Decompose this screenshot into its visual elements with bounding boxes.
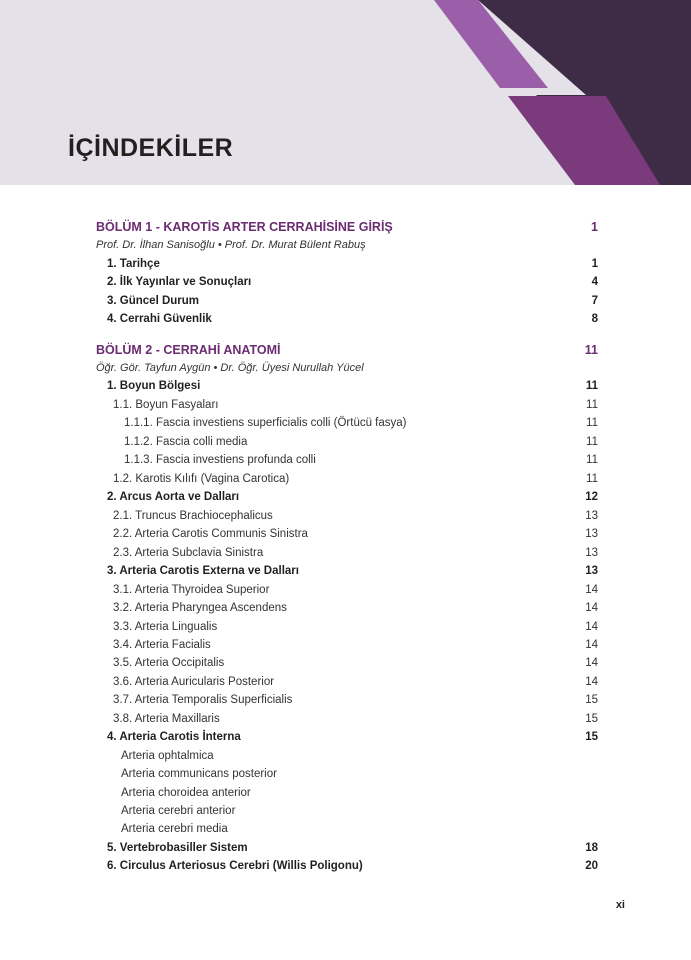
entry-page: 14 [585, 639, 598, 651]
toc-entry[interactable] [0, 581, 691, 599]
toc-entry[interactable] [0, 273, 691, 291]
entry-page: 15 [585, 731, 598, 743]
entry-page: 14 [585, 657, 598, 669]
entry-page: 13 [585, 510, 598, 522]
toc-chapter-2-authors [0, 359, 691, 377]
entry-page: 15 [585, 713, 598, 725]
toc-entry[interactable] [0, 488, 691, 506]
entry-title: 1.2. Karotis Kılıfı (Vagina Carotica) [113, 473, 290, 485]
toc-entry[interactable] [0, 377, 691, 395]
entry-title: 3.3. Arteria Lingualis [113, 621, 218, 633]
toc-entry[interactable] [0, 857, 691, 875]
entry-title: 2.2. Arteria Carotis Communis Sinistra [113, 528, 308, 540]
entry-page: 12 [585, 491, 598, 503]
entry-title: 3.8. Arteria Maxillaris [113, 713, 220, 725]
toc-chapter-1[interactable] [0, 218, 691, 236]
entry-title: 1. Tarihçe [107, 258, 160, 270]
toc-entry[interactable] [0, 654, 691, 672]
entry-title: 3. Arteria Carotis Externa ve Dalları [107, 565, 299, 577]
entry-title: Arteria cerebri media [121, 823, 228, 835]
toc-entry[interactable] [0, 710, 691, 728]
toc-entry[interactable] [0, 636, 691, 654]
toc-entry[interactable] [0, 784, 691, 802]
toc-entry[interactable] [0, 728, 691, 746]
entry-title: 1.1.3. Fascia investiens profunda colli [124, 454, 316, 466]
entry-page: 1 [591, 258, 598, 270]
chapter-title: BÖLÜM 2 - CERRAHİ ANATOMİ [96, 343, 281, 357]
entry-title: Arteria communicans posterior [121, 768, 277, 780]
entry-title: 1.1.1. Fascia investiens superficialis colli (Örtücü fasya) [124, 417, 407, 429]
authors-text: Öğr. Gör. Tayfun Aygün • Dr. Öğr. Üyesi Nurullah Yücel [96, 362, 364, 374]
entry-title: 3.1. Arteria Thyroidea Superior [113, 584, 270, 596]
toc-entry[interactable] [0, 820, 691, 838]
toc-entry[interactable] [0, 470, 691, 488]
chapter-page: 11 [584, 343, 598, 357]
entry-title: 5. Vertebrobasiller Sistem [107, 842, 248, 854]
entry-page: 13 [585, 528, 598, 540]
toc-entry[interactable] [0, 525, 691, 543]
toc-entry[interactable] [0, 433, 691, 451]
toc-entry[interactable] [0, 691, 691, 709]
page-title: İÇİNDEKİLER [68, 134, 234, 162]
entry-page: 15 [585, 694, 598, 706]
entry-title: 4. Cerrahi Güvenlik [107, 313, 212, 325]
toc-entry[interactable] [0, 396, 691, 414]
entry-title: 1. Boyun Bölgesi [107, 380, 201, 392]
entry-title: 2. Arcus Aorta ve Dalları [107, 491, 240, 503]
entry-title: 6. Circulus Arteriosus Cerebri (Willis Poligonu) [107, 860, 363, 872]
toc-entry[interactable] [0, 765, 691, 783]
entry-page: 13 [585, 565, 598, 577]
chapter-page: 1 [591, 220, 598, 234]
toc-entry[interactable] [0, 507, 691, 525]
toc-entry[interactable] [0, 618, 691, 636]
toc-entry[interactable] [0, 802, 691, 820]
entry-page: 11 [585, 380, 598, 392]
toc-entry[interactable] [0, 292, 691, 310]
toc-entry[interactable] [0, 673, 691, 691]
entry-page: 11 [586, 436, 598, 448]
entry-title: 3.4. Arteria Facialis [113, 639, 211, 651]
entry-page: 11 [586, 399, 598, 411]
entry-page: 7 [591, 295, 598, 307]
toc-entry[interactable] [0, 562, 691, 580]
page-header-banner [0, 0, 691, 185]
entry-title: 3.7. Arteria Temporalis Superficialis [113, 694, 293, 706]
toc-entry[interactable] [0, 414, 691, 432]
toc-entry[interactable] [0, 839, 691, 857]
entry-title: Arteria ophtalmica [121, 750, 214, 762]
entry-title: 3.2. Arteria Pharyngea Ascendens [113, 602, 287, 614]
entry-page: 18 [585, 842, 598, 854]
entry-page: 14 [585, 676, 598, 688]
entry-title: 1.1.2. Fascia colli media [124, 436, 248, 448]
entry-title: 3.5. Arteria Occipitalis [113, 657, 225, 669]
toc-entry[interactable] [0, 599, 691, 617]
entry-title: Arteria cerebri anterior [121, 805, 236, 817]
entry-title: 3.6. Arteria Auricularis Posterior [113, 676, 275, 688]
toc-entry[interactable] [0, 310, 691, 328]
entry-page: 20 [585, 860, 598, 872]
entry-page: 14 [585, 621, 598, 633]
entry-page: 11 [586, 417, 598, 429]
toc-chapter-2[interactable] [0, 341, 691, 359]
toc-entry[interactable] [0, 255, 691, 273]
toc-entry[interactable] [0, 544, 691, 562]
entry-title: 2.3. Arteria Subclavia Sinistra [113, 547, 264, 559]
toc-chapter-1-authors [0, 236, 691, 254]
entry-page: 4 [591, 276, 598, 288]
entry-title: 1.1. Boyun Fasyaları [113, 399, 219, 411]
entry-title: Arteria choroidea anterior [121, 787, 251, 799]
entry-title: 4. Arteria Carotis İnterna [107, 731, 241, 743]
entry-title: 3. Güncel Durum [107, 295, 200, 307]
authors-text: Prof. Dr. İlhan Sanisoğlu • Prof. Dr. Murat Bülent Rabuş [96, 239, 366, 251]
entry-page: 14 [585, 584, 598, 596]
entry-title: 2. İlk Yayınlar ve Sonuçları [107, 276, 252, 288]
entry-page: 8 [591, 313, 598, 325]
toc-entry[interactable] [0, 747, 691, 765]
entry-page: 14 [585, 602, 598, 614]
page-number: xi [615, 899, 625, 911]
entry-page: 11 [586, 454, 598, 466]
entry-page: 13 [585, 547, 598, 559]
entry-page: 11 [586, 473, 598, 485]
toc-entry[interactable] [0, 451, 691, 469]
chapter-title: BÖLÜM 1 - KAROTİS ARTER CERRAHİSİNE GİRİŞ [96, 220, 393, 234]
entry-title: 2.1. Truncus Brachiocephalicus [113, 510, 273, 522]
